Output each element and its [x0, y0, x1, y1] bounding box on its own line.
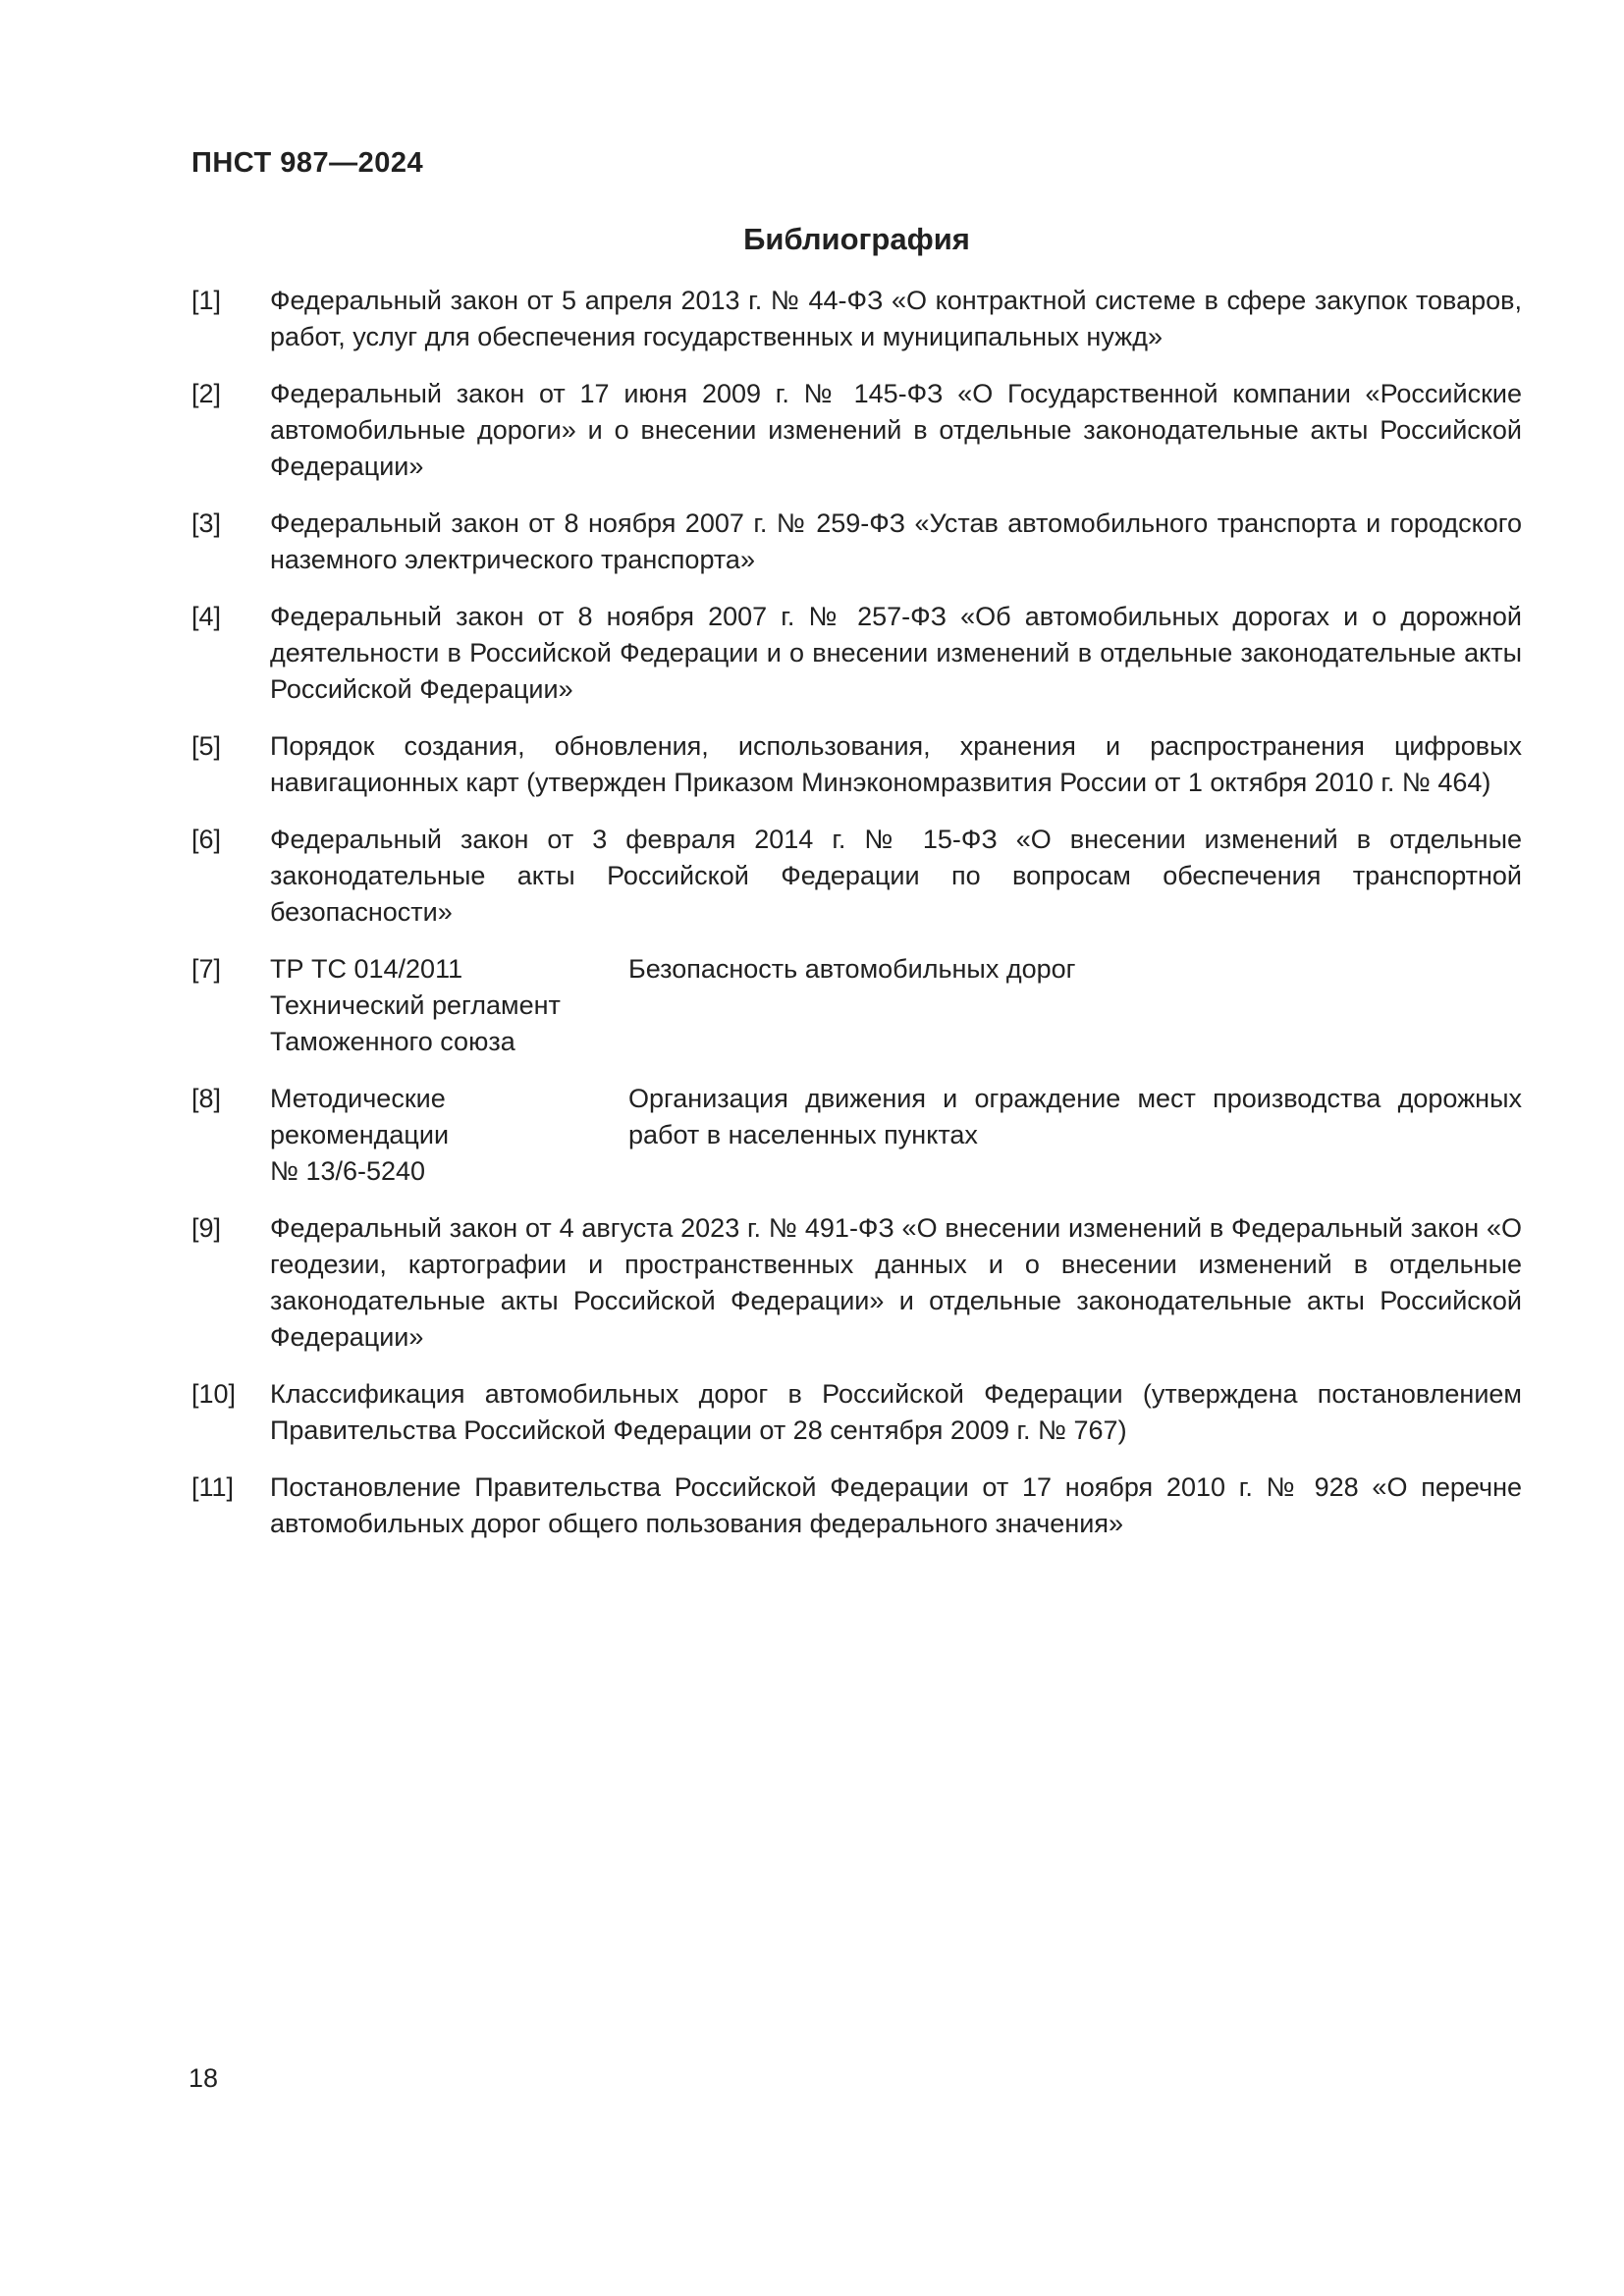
reference-number: [4]: [191, 602, 222, 631]
reference-number: [9]: [191, 1213, 222, 1243]
reference-number: [8]: [191, 1084, 222, 1113]
reference-text: Постановление Правительства Российской Федерации от 17 ноября 2010 г. № 928 «О перечне автомобильных дорог общего пользования федерального значения»: [270, 1472, 1522, 1538]
reference-columns: [270, 1081, 1522, 1190]
reference-designation: [270, 951, 628, 1060]
reference-text: Федеральный закон от 17 июня 2009 г. № 145-ФЗ «О Государственной компании «Российские автомобильные дороги» и о внесении изменений в отдельные законодательные акты Российской Федерации»: [270, 379, 1522, 481]
reference-item: [191, 1376, 1522, 1449]
reference-item: [191, 599, 1522, 708]
reference-item: [191, 822, 1522, 931]
reference-number: [11]: [191, 1472, 235, 1502]
reference-number: [3]: [191, 508, 222, 538]
reference-text: Порядок создания, обновления, использования, хранения и распространения цифровых навигационных карт (утвержден Приказом Минэкономразвития России от 1 октября 2010 г. № 464): [270, 731, 1522, 797]
reference-number: [7]: [191, 954, 222, 984]
reference-text: Федеральный закон от 8 ноября 2007 г. № 259-ФЗ «Устав автомобильного транспорта и городского наземного электрического транспорта»: [270, 508, 1522, 574]
designation-line: Таможенного союза: [270, 1027, 515, 1056]
reference-number: [5]: [191, 731, 222, 761]
reference-item: [191, 283, 1522, 355]
reference-text: Федеральный закон от 4 августа 2023 г. № 491-ФЗ «О внесении изменений в Федеральный закон «О геодезии, картографии и пространственных данных и о внесении изменений в отдельные законодательные акты Российской Федерации» и отдельные законодательные акты Российской Федерации»: [270, 1213, 1522, 1352]
reference-item: [191, 1469, 1522, 1542]
reference-item: [191, 376, 1522, 485]
designation-line: № 13/6-5240: [270, 1156, 426, 1186]
reference-number: [2]: [191, 379, 222, 408]
bibliography-list: [191, 283, 1522, 1563]
standard-code-header: ПНСТ 987—2024: [191, 147, 424, 179]
reference-item: [191, 1081, 1522, 1190]
reference-text: Федеральный закон от 8 ноября 2007 г. № 257-ФЗ «Об автомобильных дорогах и о дорожной деятельности в Российской Федерации и о внесении изменений в отдельные законодательные акты Российской Федерации»: [270, 602, 1522, 704]
designation-line: Технический регламент: [270, 990, 561, 1020]
reference-number: [6]: [191, 825, 222, 854]
reference-text: Безопасность автомобильных дорог: [628, 954, 1076, 984]
reference-item: [191, 506, 1522, 578]
reference-number: [1]: [191, 286, 222, 315]
reference-number: [10]: [191, 1379, 237, 1409]
page-number: 18: [189, 2063, 219, 2093]
reference-text: Федеральный закон от 3 февраля 2014 г. № 15-ФЗ «О внесении изменений в отдельные законодательные акты Российской Федерации по вопросам обеспечения транспортной безопасности»: [270, 825, 1522, 927]
reference-item: [191, 951, 1522, 1060]
reference-columns: [270, 951, 1522, 1060]
designation-line: ТР ТС 014/2011: [270, 954, 463, 984]
reference-designation: [270, 1081, 628, 1190]
reference-text: Организация движения и ограждение мест производства дорожных работ в населенных пунктах: [628, 1084, 1522, 1149]
reference-text: Федеральный закон от 5 апреля 2013 г. № 44-ФЗ «О контрактной системе в сфере закупок товаров, работ, услуг для обеспечения государственных и муниципальных нужд»: [270, 286, 1522, 351]
reference-item: [191, 728, 1522, 801]
reference-item: [191, 1210, 1522, 1356]
page-title: Библиография: [743, 222, 970, 256]
reference-text: Классификация автомобильных дорог в Российской Федерации (утверждена постановлением Правительства Российской Федерации от 28 сентября 2009 г. № 767): [270, 1379, 1522, 1445]
designation-line: Методические рекомендации: [270, 1084, 450, 1149]
